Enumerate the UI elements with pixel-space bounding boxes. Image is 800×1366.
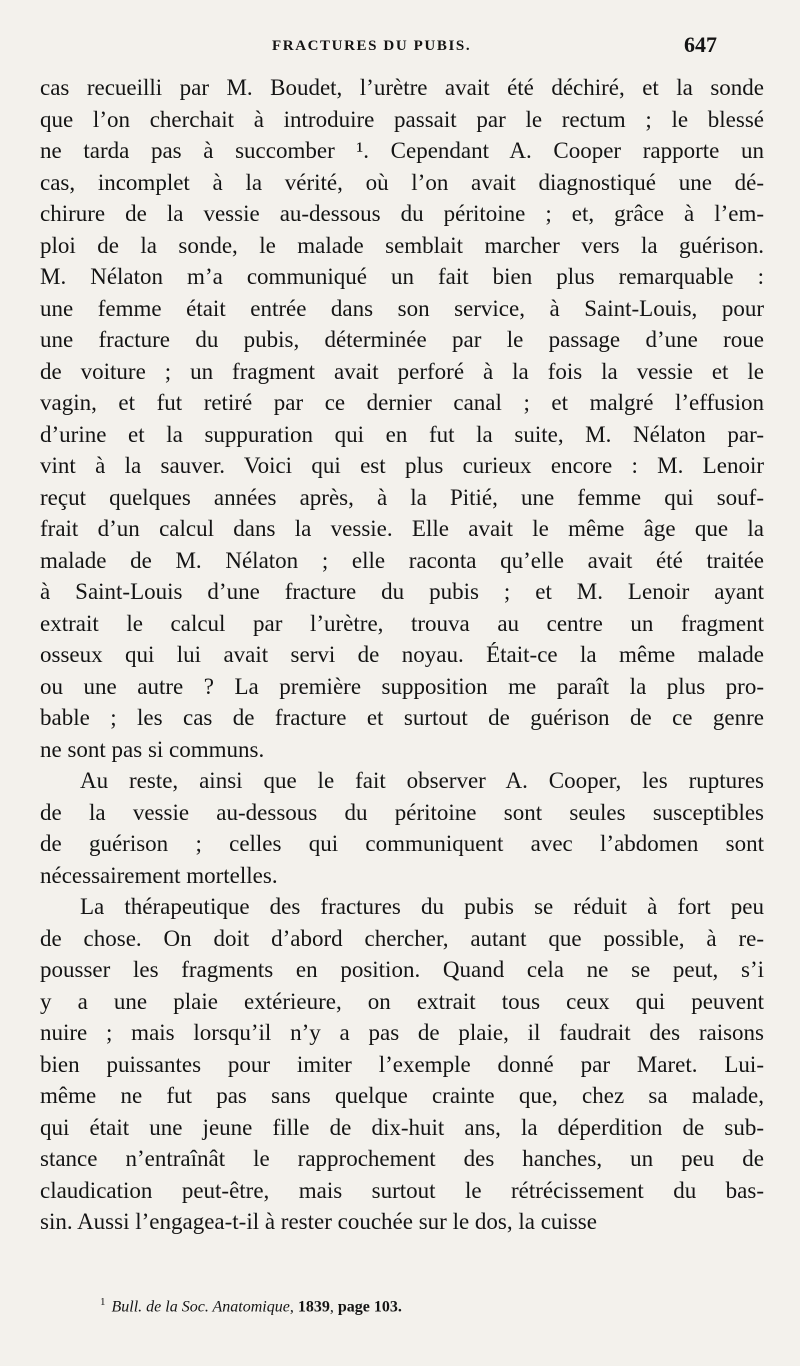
- text-line: nécessairement mortelles.: [40, 862, 278, 888]
- text-line: frait d’un calcul dans la vessie. Elle avait le même âge que la: [40, 516, 764, 541]
- body-text: [40, 72, 764, 1238]
- text-line: à Saint-Louis d’une fracture du pubis ; et M. Lenoir ayant: [40, 579, 764, 604]
- page-header: [0, 32, 800, 62]
- running-head: FRACTURES DU PUBIS.: [272, 38, 472, 54]
- text-line: de voiture ; un fragment avait perforé à la fois la vessie et le: [40, 358, 764, 384]
- text-line: de guérison ; celles qui communiquent avec l’abdomen sont: [40, 831, 764, 856]
- text-line: ne tarda pas à succomber ¹. Cependant A. Cooper rapporte un: [40, 138, 764, 163]
- paragraph: [40, 72, 764, 765]
- text-line: ou une autre ? La première supposition me paraît la plus pro-: [40, 673, 764, 699]
- footnote-page: page 103.: [337, 1298, 402, 1316]
- text-line: reçut quelques années après, à la Pitié, une femme qui souf-: [40, 484, 764, 510]
- text-line: cas, incomplet à la vérité, où l’on avait diagnostiqué une dé-: [40, 169, 764, 195]
- text-line: bable ; les cas de fracture et surtout de guérison de ce genre: [40, 705, 764, 730]
- text-line: Au reste, ainsi que le fait observer A. Cooper, les ruptures: [80, 768, 764, 793]
- text-line: une fracture du pubis, déterminée par le passage d’une roue: [40, 327, 764, 352]
- text-line: d’urine et la suppuration qui en fut la suite, M. Nélaton par-: [40, 421, 764, 447]
- text-line: osseux qui lui avait servi de noyau. Était-ce la même malade: [40, 642, 764, 667]
- text-line: y a une plaie extérieure, on extrait tous ceux qui peuvent: [40, 988, 764, 1014]
- footnote-sep-2: ,: [329, 1298, 338, 1316]
- text-line: claudication peut-être, mais surtout le rétrécissement du bas-: [40, 1177, 764, 1203]
- text-line: que l’on cherchait à introduire passait par le rectum ; le blessé: [40, 106, 764, 132]
- text-line: La thérapeutique des fractures du pubis se réduit à fort peu: [80, 894, 764, 919]
- text-line: vagin, et fut retiré par ce dernier canal ; et malgré l’effusion: [40, 390, 764, 415]
- paragraph: [40, 765, 764, 891]
- paragraph: [40, 891, 764, 1238]
- text-line: nuire ; mais lorsqu’il n’y a pas de plaie, il faudrait des raisons: [40, 1020, 764, 1045]
- text-line: chirure de la vessie au-dessous du péritoine ; et, grâce à l’em-: [40, 201, 764, 226]
- footnote-source: Bull. de la Soc. Anatomique: [111, 1298, 290, 1316]
- footnote-marker: 1: [100, 1296, 106, 1308]
- text-line: pousser les fragments en position. Quand cela ne se peut, s’i: [40, 957, 764, 982]
- text-line: sin. Aussi l’engagea-t-il à rester couchée sur le dos, la cuisse: [40, 1209, 597, 1234]
- footnote: [100, 1296, 402, 1316]
- text-line: même ne fut pas sans quelque crainte que, chez sa malade,: [40, 1083, 764, 1108]
- page-number: 647: [684, 32, 717, 57]
- text-line: une femme était entrée dans son service, à Saint-Louis, pour: [40, 295, 764, 321]
- text-line: malade de M. Nélaton ; elle raconta qu’elle avait été traitée: [40, 547, 764, 573]
- text-line: cas recueilli par M. Boudet, l’urètre avait été déchiré, et la sonde: [40, 75, 764, 100]
- text-line: M. Nélaton m’a communiqué un fait bien plus remarquable :: [40, 264, 764, 289]
- text-line: qui était une jeune fille de dix-huit ans, la déperdition de sub-: [40, 1114, 764, 1140]
- text-line: vint à la sauver. Voici qui est plus curieux encore : M. Lenoir: [40, 453, 764, 478]
- text-line: de chose. On doit d’abord chercher, autant que possible, à re-: [40, 925, 764, 951]
- text-line: bien puissantes pour imiter l’exemple donné par Maret. Lui-: [40, 1051, 764, 1077]
- footnote-sep: ,: [289, 1298, 298, 1316]
- text-line: de la vessie au-dessous du péritoine sont seules susceptibles: [40, 799, 764, 825]
- footnote-year: 1839: [297, 1298, 330, 1316]
- text-line: ne sont pas si communs.: [40, 736, 265, 762]
- text-line: extrait le calcul par l’urètre, trouva au centre un fragment: [40, 610, 764, 636]
- text-line: stance n’entraînât le rapprochement des hanches, un peu de: [40, 1146, 764, 1171]
- text-line: ploi de la sonde, le malade semblait marcher vers la guérison.: [40, 232, 764, 258]
